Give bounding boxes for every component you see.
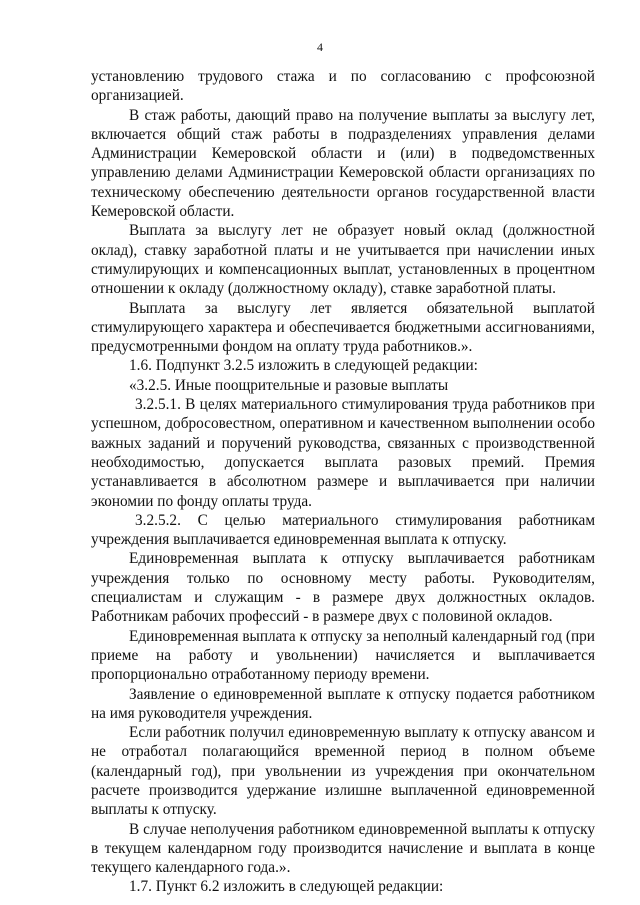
paragraph: Выплата за выслугу лет не образует новый оклад (должностной оклад), ставку заработной платы и не учитывается при начислении иных стимулирующих и компенсационных выплат, установленных в процентном отношении к окладу (должностному окладу), ставке заработной платы. bbox=[91, 222, 595, 298]
paragraph: 3.2.5.1. В целях материального стимулирования труда работников при успешном, добросовестном, оперативном и качественном выполнении особо важных заданий и поручений руководства, связанных с производственной необходимостью, допускается выплата разовых премий. Премия устанавливается в абсолютном размере и выплачивается при наличии экономии по фонду оплаты труда. bbox=[91, 396, 595, 510]
paragraph: 1.6. Подпункт 3.2.5 изложить в следующей редакции: bbox=[129, 357, 478, 375]
paragraph: Единовременная выплата к отпуску выплачивается работникам учреждения только по основному месту работы. Руководителям, специалистам и служащим - в размере двух должностных окладов. Работникам рабочих профессий - в размере двух с половиной окладов. bbox=[91, 550, 595, 626]
section-heading: «3.2.5. Иные поощрительные и разовые выплаты bbox=[129, 376, 449, 394]
paragraph: 3.2.5.2. С целью материального стимулирования работникам учреждения выплачивается единовременная выплата к отпуску. bbox=[91, 511, 595, 549]
paragraph: В стаж работы, дающий право на получение выплаты за выслугу лет, включается общий стаж работы в подразделениях управления делами Администрации Кемеровской области и (или) в подведомственных управлению делами Администрации Кемеровской области организациях по техническому обеспечению деятельности органов государственной власти Кемеровской области. bbox=[91, 106, 595, 221]
paragraph: Если работник получил единовременную выплату к отпуску авансом и не отработал полагающийся временной период в полном объеме (календарный год), при увольнении из учреждения при окончательном расчете производится удержание излишне выплаченной единовременной выплаты к отпуску. bbox=[91, 724, 595, 819]
paragraph: Заявление о единовременной выплате к отпуску подается работником на имя руководителя учреждения. bbox=[91, 685, 595, 722]
paragraph: В случае неполучения работником единовременной выплаты к отпуску в текущем календарном году производится начисление и выплата в конце текущего календарного года.». bbox=[91, 820, 595, 877]
paragraph: Единовременная выплата к отпуску за неполный календарный год (при приеме на работу и увольнении) начисляется и выплачивается пропорционально отработанному периоду времени. bbox=[91, 627, 595, 684]
paragraph: 1.7. Пункт 6.2 изложить в следующей редакции: bbox=[129, 878, 444, 896]
page-number: 4 bbox=[317, 40, 323, 54]
paragraph: установлению трудового стажа и по согласованию с профсоюзной организацией. bbox=[91, 68, 595, 105]
paragraph: Выплата за выслугу лет является обязательной выплатой стимулирующего характера и обеспечивается бюджетными ассигнованиями, предусмотренными фондом на оплату труда работников.». bbox=[91, 299, 595, 356]
document-body bbox=[91, 67, 595, 897]
